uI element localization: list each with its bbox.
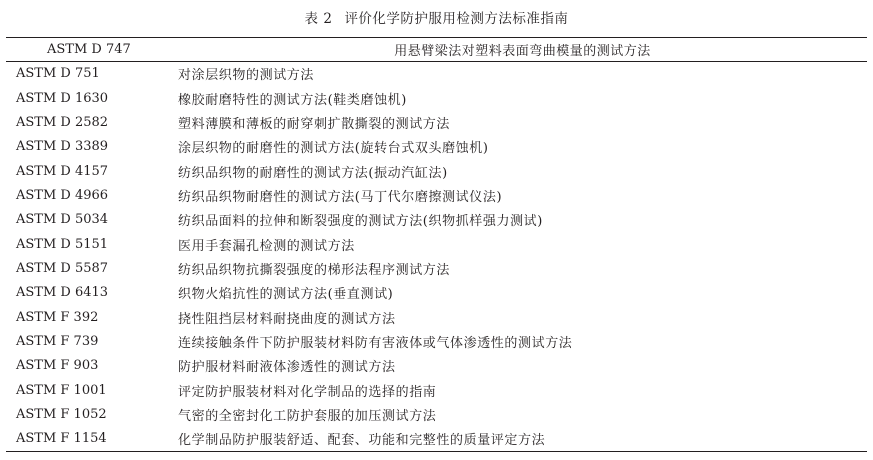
standard-code: ASTM D 2582: [16, 114, 109, 130]
standard-code: ASTM D 4966: [16, 187, 109, 203]
standard-code: ASTM D 6413: [16, 285, 109, 301]
table-row: [6, 159, 867, 183]
table-caption: [0, 10, 873, 28]
table-row: [6, 281, 867, 305]
standard-code: ASTM F 1154: [6, 427, 178, 451]
standard-code: ASTM D 3389: [16, 139, 109, 155]
standard-description: 防护服材料耐液体渗透性的测试方法: [178, 360, 396, 376]
standard-description: 塑料薄膜和薄板的耐穿刺扩散撕裂的测试方法: [178, 116, 451, 132]
standard-code: ASTM D 751: [16, 66, 100, 82]
standard-description: 对涂层织物的测试方法: [178, 68, 315, 84]
standard-description: 纺织品面料的拉伸和断裂强度的测试方法(织物抓样强力测试): [178, 214, 543, 230]
table-row: [6, 427, 867, 451]
standard-description: 连续接触条件下防护服装材料防有害液体或气体渗透性的测试方法: [178, 335, 573, 351]
standard-code: ASTM D 5034: [16, 212, 109, 228]
standard-code: ASTM D 1630: [16, 90, 109, 106]
table-row: [6, 232, 867, 256]
table-body: [6, 62, 867, 452]
table-row: [6, 256, 867, 280]
standard-description: 气密的全密封化工防护套服的加压测试方法: [178, 408, 437, 424]
header-code-cell: ASTM D 747: [6, 38, 178, 62]
table-row: [6, 110, 867, 134]
standard-code: ASTM F 739: [16, 333, 99, 349]
table-row: [6, 135, 867, 159]
standard-description: 纺织品织物耐磨性的测试方法(马丁代尔磨擦测试仪法): [178, 189, 503, 205]
table-row: [6, 329, 867, 353]
table-row: [6, 402, 867, 426]
standard-description: 评定防护服装材料对化学制品的选择的指南: [178, 384, 437, 400]
standard-code: ASTM D 4157: [16, 163, 109, 179]
standard-description: 医用手套漏孔检测的测试方法: [178, 238, 355, 254]
table-row: [6, 183, 867, 207]
standards-table: [6, 37, 867, 452]
standard-code: ASTM F 903: [16, 358, 99, 374]
standard-description: 织物火焰抗性的测试方法(垂直测试): [178, 287, 394, 303]
table-row: [6, 208, 867, 232]
standard-code: ASTM D 5151: [16, 236, 109, 252]
table-number: 表 2: [304, 11, 333, 27]
standard-description: 涂层织物的耐磨性的测试方法(旋转台式双头磨蚀机): [178, 141, 489, 157]
header-description-cell: 用悬臂梁法对塑料表面弯曲模量的测试方法: [178, 38, 867, 62]
standard-code: ASTM F 1052: [16, 406, 107, 422]
standard-description: 橡胶耐磨特性的测试方法(鞋类磨蚀机): [178, 92, 407, 108]
standard-code: ASTM D 5587: [16, 260, 109, 276]
table-row: [6, 354, 867, 378]
table-row: [6, 86, 867, 110]
table-row: [6, 305, 867, 329]
standard-description: 挠性阻挡层材料耐挠曲度的测试方法: [178, 311, 396, 327]
table-header: [6, 38, 867, 62]
standard-description: 纺织品织物抗撕裂强度的梯形法程序测试方法: [178, 262, 451, 278]
header-row: [6, 38, 867, 62]
standard-code: ASTM F 392: [16, 309, 99, 325]
table-row: [6, 62, 867, 86]
standard-description: 化学制品防护服装舒适、配套、功能和完整性的质量评定方法: [178, 427, 867, 451]
table-title: 评价化学防护服用检测方法标准指南: [344, 11, 569, 27]
table-row: [6, 378, 867, 402]
standard-description: 纺织品织物的耐磨性的测试方法(振动汽缸法): [178, 165, 448, 181]
standard-code: ASTM F 1001: [16, 382, 107, 398]
